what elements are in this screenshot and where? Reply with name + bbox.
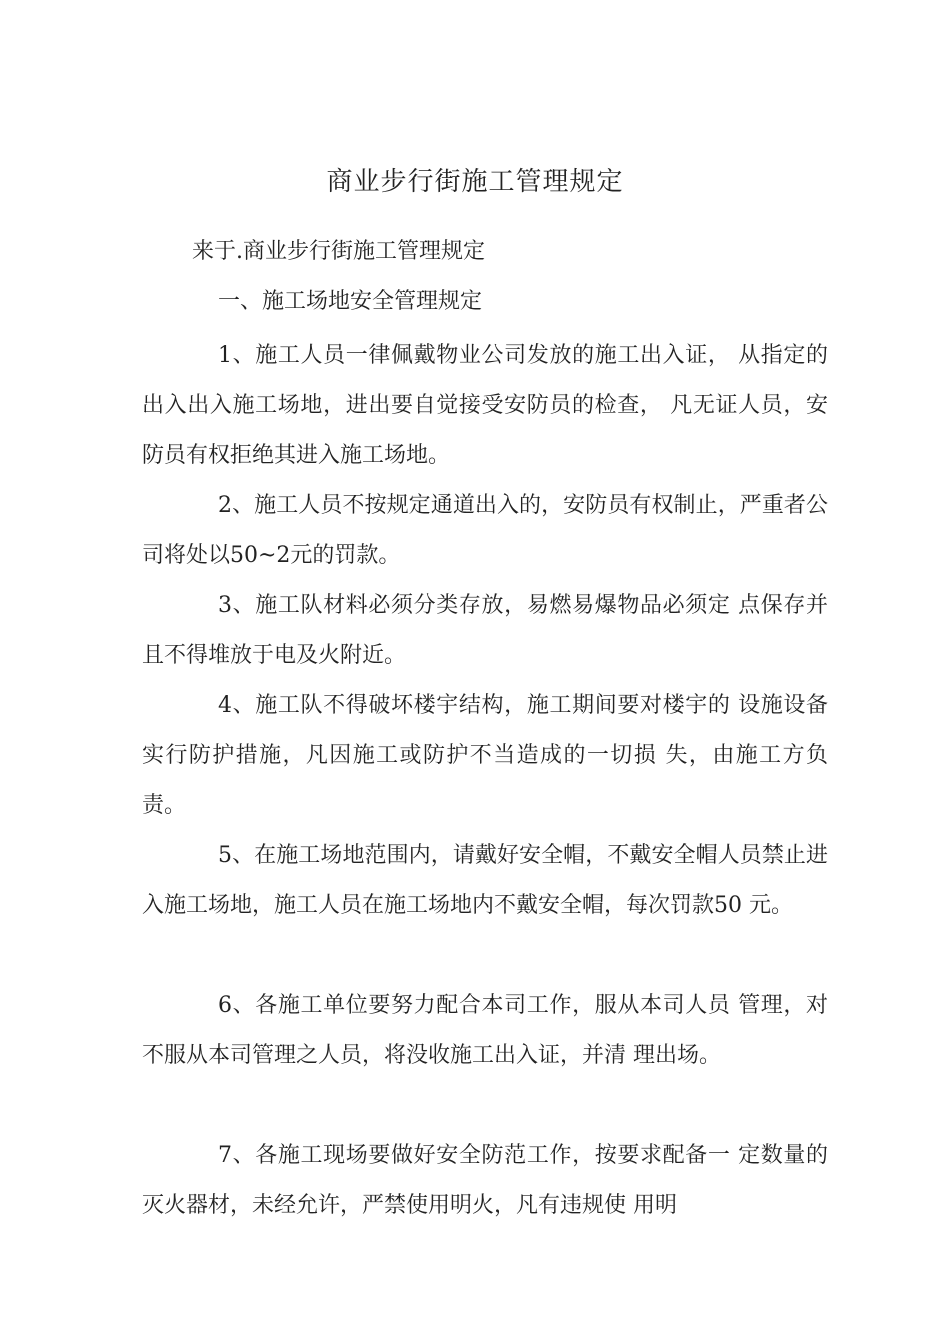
paragraph-2: 2、施工人员不按规定通道出入的，安防员有权制止，严重者公司将处以50~2元的罚款。	[142, 493, 828, 568]
section-heading: 一、施工场地安全管理规定	[218, 289, 483, 314]
document-title: 商业步行街施工管理规定	[326, 167, 624, 197]
paragraph-3: 3、施工队材料必须分类存放，易燃易爆物品必须定 点保存并且不得堆放于电及火附近。	[142, 593, 828, 668]
paragraph-1: 1、施工人员一律佩戴物业公司发放的施工出入证， 从指定的出入出入施工场地，进出要自觉接受安防员的检查， 凡无证人员，安防员有权拒绝其进入施工场地。	[142, 343, 828, 468]
source-line: 来于.商业步行街施工管理规定	[192, 239, 485, 264]
paragraph-6: 6、各施工单位要努力配合本司工作，服从本司人员 管理，对不服从本司管理之人员，将没收施工出入证，并清 理出场。	[142, 993, 828, 1068]
paragraph-5: 5、在施工场地范围内，请戴好安全帽，不戴安全帽人员禁止进入施工场地，施工人员在施工场地内不戴安全帽，每次罚款50 元。	[142, 843, 828, 918]
paragraph-4: 4、施工队不得破坏楼宇结构，施工期间要对楼宇的 设施设备实行防护措施，凡因施工或防护不当造成的一切损 失，由施工方负责。	[142, 693, 828, 818]
paragraph-7: 7、各施工现场要做好安全防范工作，按要求配备一 定数量的灭火器材，未经允许，严禁使用明火，凡有违规使 用明	[142, 1143, 828, 1218]
